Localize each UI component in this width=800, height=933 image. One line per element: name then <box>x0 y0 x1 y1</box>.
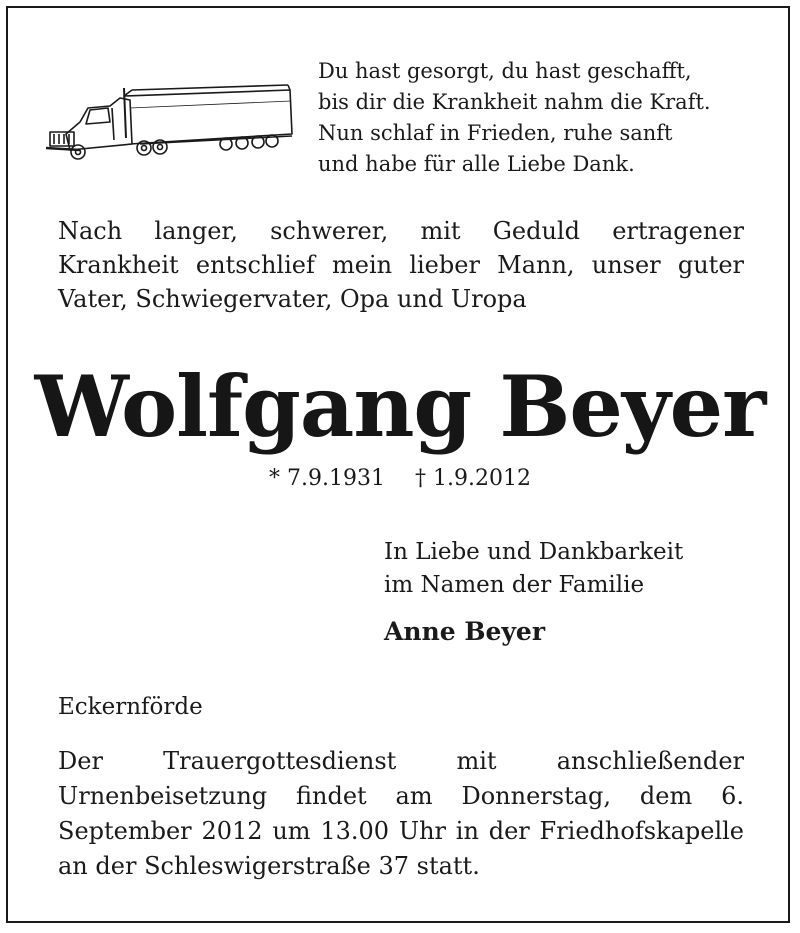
poem <box>318 56 768 180</box>
place-name: Eckernförde <box>58 694 203 720</box>
death-date: † 1.9.2012 <box>415 466 531 491</box>
truck-icon <box>40 78 298 168</box>
family-greeting <box>384 536 683 602</box>
signer-name: Anne Beyer <box>384 617 545 646</box>
intro-text: Nach langer, schwerer, mit Geduld ertragener Krankheit entschlief mein lieber Mann, unser guter Vater, Schwiegervater, Opa und Uropa <box>58 217 744 313</box>
life-dates <box>0 462 800 496</box>
service-text: Der Trauergottesdienst mit anschließender Urnenbeisetzung findet am Donnerstag, dem 6. September 2012 um 13.00 Uhr in der Friedhofskapelle an der Schleswigerstraße 37 statt. <box>58 747 744 880</box>
deceased-name: Wolfgang Beyer <box>34 357 766 456</box>
greeting-line-1: In Liebe und Dankbarkeit <box>384 539 684 565</box>
poem-line: und habe für alle Liebe Dank. <box>318 152 635 176</box>
birth-date: * 7.9.1931 <box>269 466 385 491</box>
poem-line: Nun schlaf in Frieden, ruhe sanft <box>318 121 673 145</box>
greeting-line-2: im Namen der Familie <box>384 572 645 598</box>
poem-line: Du hast gesorgt, du hast geschafft, <box>318 59 692 83</box>
poem-line: bis dir die Krankheit nahm die Kraft. <box>318 90 711 114</box>
